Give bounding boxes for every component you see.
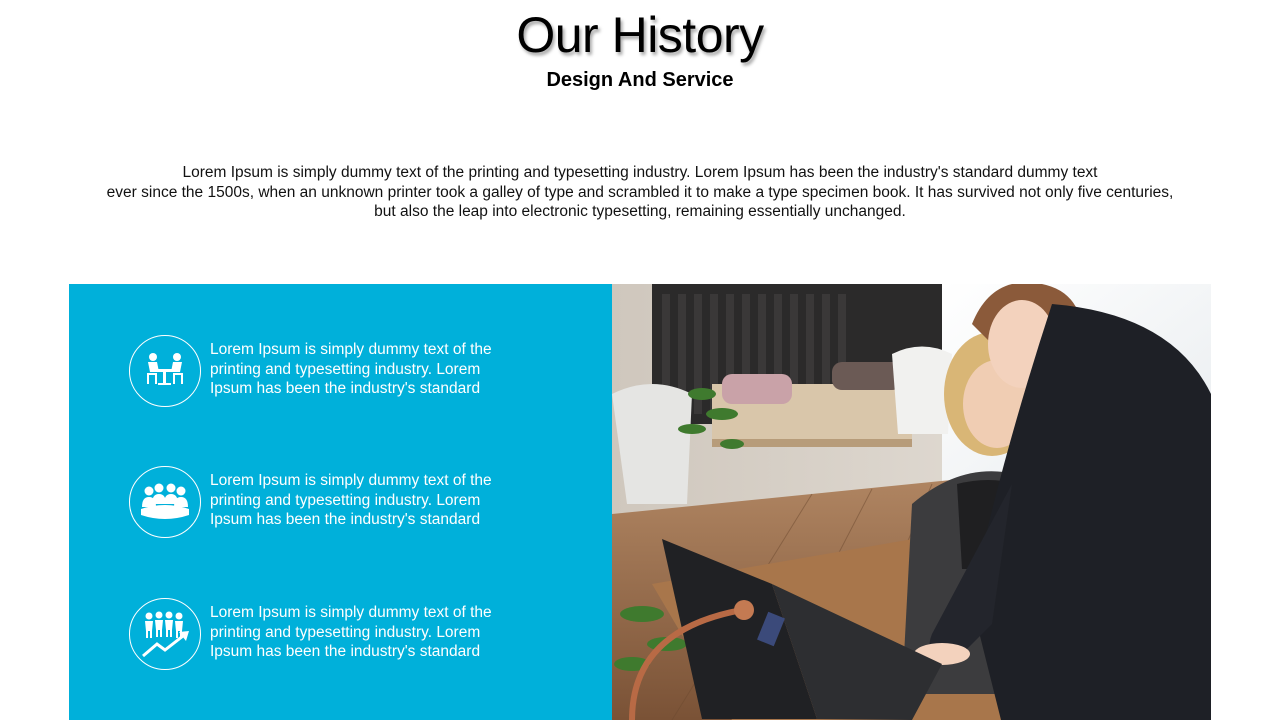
feature-line: printing and typesetting industry. Lorem	[210, 623, 481, 641]
feature-text	[210, 471, 540, 530]
feature-line: Ipsum has been the industry's standard	[210, 511, 481, 528]
feature-text	[210, 603, 540, 662]
page-subtitle: Design And Service	[546, 69, 734, 91]
team-group-icon	[129, 466, 201, 538]
feature-text	[210, 340, 540, 399]
feature-item	[129, 335, 569, 409]
feature-line: printing and typesetting industry. Lorem	[210, 491, 481, 509]
feature-item	[129, 466, 569, 540]
page-title: Our History	[516, 7, 764, 63]
intro-line: but also the leap into electronic typesetting, remaining essentially unchanged.	[374, 203, 906, 220]
intro-paragraph	[70, 163, 1210, 222]
office-photo	[612, 284, 1211, 720]
feature-item	[129, 598, 569, 672]
feature-line: printing and typesetting industry. Lorem	[210, 360, 481, 378]
meeting-table-icon	[129, 335, 201, 407]
features-panel	[69, 284, 612, 720]
intro-line: Lorem Ipsum is simply dummy text of the printing and typesetting industry. Lorem Ipsum has been the industry's standard dummy text	[182, 164, 1098, 181]
intro-line: ever since the 1500s, when an unknown printer took a galley of type and scrambled it to make a type specimen book. It has survived not only five centuries,	[106, 183, 1174, 201]
feature-line: Lorem Ipsum is simply dummy text of the	[210, 472, 492, 489]
feature-line: Lorem Ipsum is simply dummy text of the	[210, 604, 492, 621]
growth-team-icon	[129, 598, 201, 670]
feature-line: Ipsum has been the industry's standard	[210, 380, 481, 397]
feature-line: Ipsum has been the industry's standard	[210, 643, 481, 660]
feature-line: Lorem Ipsum is simply dummy text of the	[210, 341, 492, 358]
